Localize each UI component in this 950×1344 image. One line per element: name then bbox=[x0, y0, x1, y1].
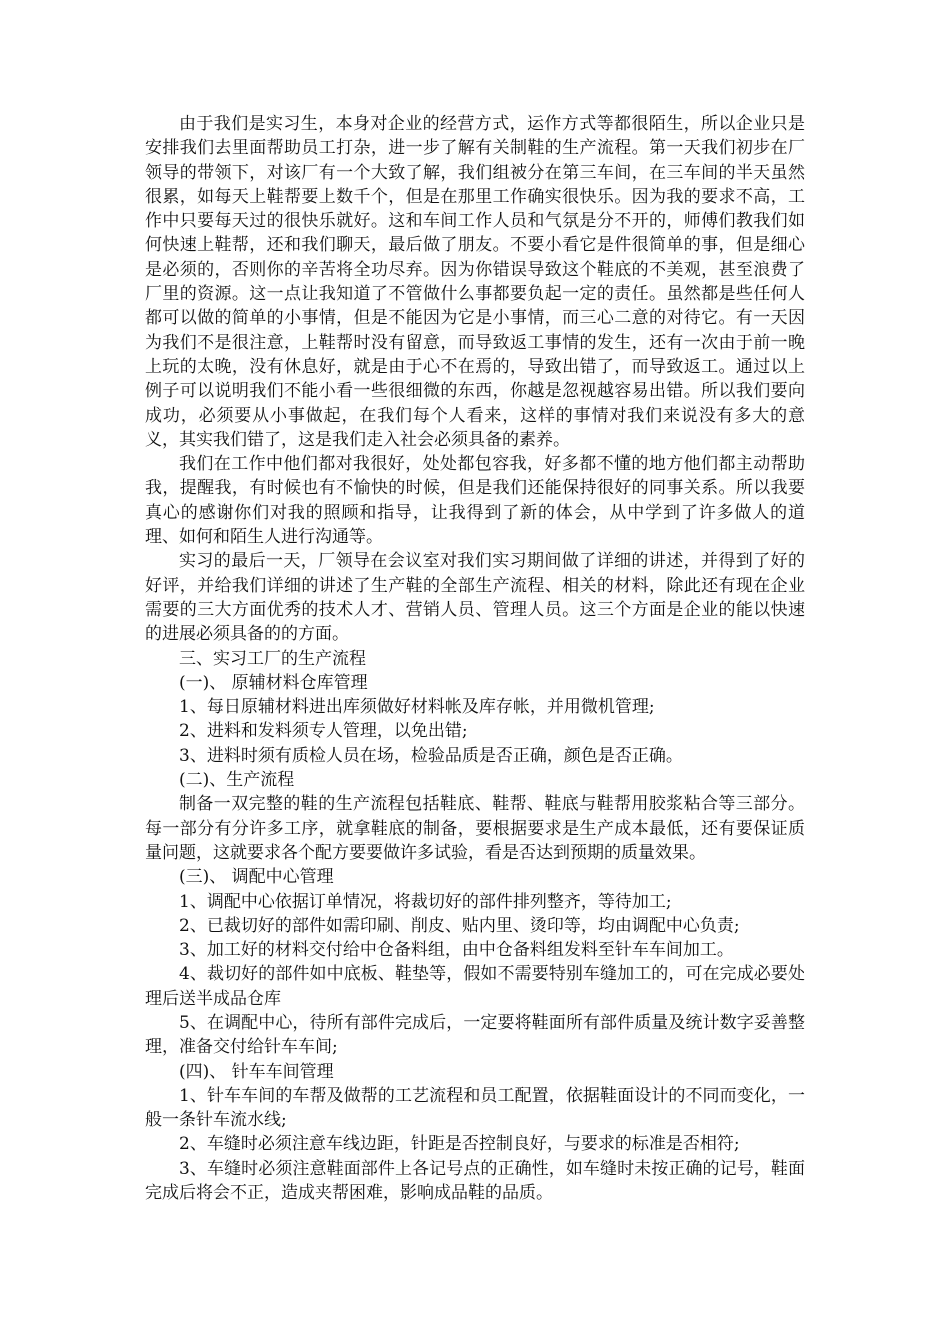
list-item: 3、加工好的材料交付给中仓备料组，由中仓备料组发料至针车车间加工。 bbox=[179, 940, 734, 961]
list-item: 1、针车车间的车帮及做帮的工艺流程和员工配置，依据鞋面设计的不同而变化，一般一条针车流水线; bbox=[145, 1085, 805, 1131]
subsection-heading-stitching: (四)、 针车车间管理 bbox=[179, 1061, 334, 1082]
subsection-heading-production: (二)、生产流程 bbox=[179, 770, 295, 791]
paragraph-production-flow: 制备一双完整的鞋的生产流程包括鞋底、鞋帮、鞋底与鞋帮用胶浆粘合等三部分。每一部分有分许多工序，就拿鞋底的制备，要根据要求是生产成本最低，还有要保证质量问题，这就要求各个配方要要做许多试验，看是否达到预期的质量效果。 bbox=[145, 794, 805, 863]
list-item: 2、已裁切好的部件如需印刷、削皮、贴内里、烫印等，均由调配中心负责; bbox=[179, 915, 740, 936]
list-item: 5、在调配中心，待所有部件完成后，一定要将鞋面所有部件质量及统计数字妥善整理，准备交付给针车车间; bbox=[145, 1012, 805, 1058]
document-body bbox=[145, 112, 805, 1205]
paragraph-internship-work: 由于我们是实习生，本身对企业的经营方式，运作方式等都很陌生，所以企业只是安排我们去里面帮助员工打杂，进一步了解有关制鞋的生产流程。第一天我们初步在厂领导的带领下，对该厂有一个大致了解，我们组被分在第三车间，在三车间的半天虽然很累，如每天上鞋帮要上数千个，但是在那里工作确实很快乐。因为我的要求不高，工作中只要每天过的很快乐就好。这和车间工作人员和气氛是分不开的，师傅们教我们如何快速上鞋帮，还和我们聊天，最后做了朋友。不要小看它是件很简单的事，但是细心是必须的，否则你的辛苦将全功尽弃。因为你错误导致这个鞋底的不美观，甚至浪费了厂里的资源。这一点让我知道了不管做什么事都要负起一定的责任。虽然都是些任何人都可以做的简单的小事情，但是不能因为它是小事情，而三心二意的对待它。有一天因为我们不是很注意，上鞋帮时没有留意，而导致返工事情的发生，还有一次由于前一晚上玩的太晚，没有休息好，就是由于心不在焉的，导致出错了，而导致返工。通过以上例子可以说明我们不能小看一些很细微的东西，你越是忽视越容易出错。所以我们要向成功，必须要从小事做起，在我们每个人看来，这样的事情对我们来说没有多大的意义，其实我们错了，这是我们走入社会必须具备的素养。 bbox=[145, 114, 805, 450]
list-item: 3、车缝时必须注意鞋面部件上各记号点的正确性，如车缝时未按正确的记号，鞋面完成后将会不正，造成夹帮困难，影响成品鞋的品质。 bbox=[145, 1158, 805, 1204]
list-item: 2、车缝时必须注意车线边距，针距是否控制良好，与要求的标准是否相符; bbox=[179, 1134, 740, 1155]
section-heading-production-flow: 三、实习工厂的生产流程 bbox=[179, 648, 366, 669]
list-item: 3、进料时须有质检人员在场，检验品质是否正确，颜色是否正确。 bbox=[179, 745, 683, 766]
paragraph-colleagues: 我们在工作中他们都对我很好，处处都包容我，好多都不懂的地方他们都主动帮助我，提醒我，有时候也有不愉快的时候，但是我们还能保持很好的同事关系。所以我要真心的感谢你们对我的照顾和指导，让我得到了新的体会，从中学到了许多做人的道理、如何和陌生人进行沟通等。 bbox=[145, 454, 805, 548]
list-item: 1、每日原辅材料进出库须做好材料帐及库存帐，并用微机管理; bbox=[179, 697, 655, 718]
list-item: 2、进料和发料须专人管理，以免出错; bbox=[179, 721, 468, 742]
paragraph-last-day: 实习的最后一天，厂领导在会议室对我们实习期间做了详细的讲述，并得到了好的好评，并给我们详细的讲述了生产鞋的全部生产流程、相关的材料，除此还有现在企业需要的三大方面优秀的技术人才、营销人员、管理人员。这三个方面是企业的能以快速的进展必须具备的的方面。 bbox=[145, 551, 805, 645]
list-item: 1、调配中心依据订单情况，将裁切好的部件排列整齐，等待加工; bbox=[179, 891, 672, 912]
subsection-heading-dispatch-center: (三)、 调配中心管理 bbox=[179, 867, 334, 888]
subsection-heading-warehouse: (一)、 原辅材料仓库管理 bbox=[179, 672, 368, 693]
list-item: 4、裁切好的部件如中底板、鞋垫等，假如不需要特别车缝加工的，可在完成必要处理后送半成品仓库 bbox=[145, 964, 805, 1009]
